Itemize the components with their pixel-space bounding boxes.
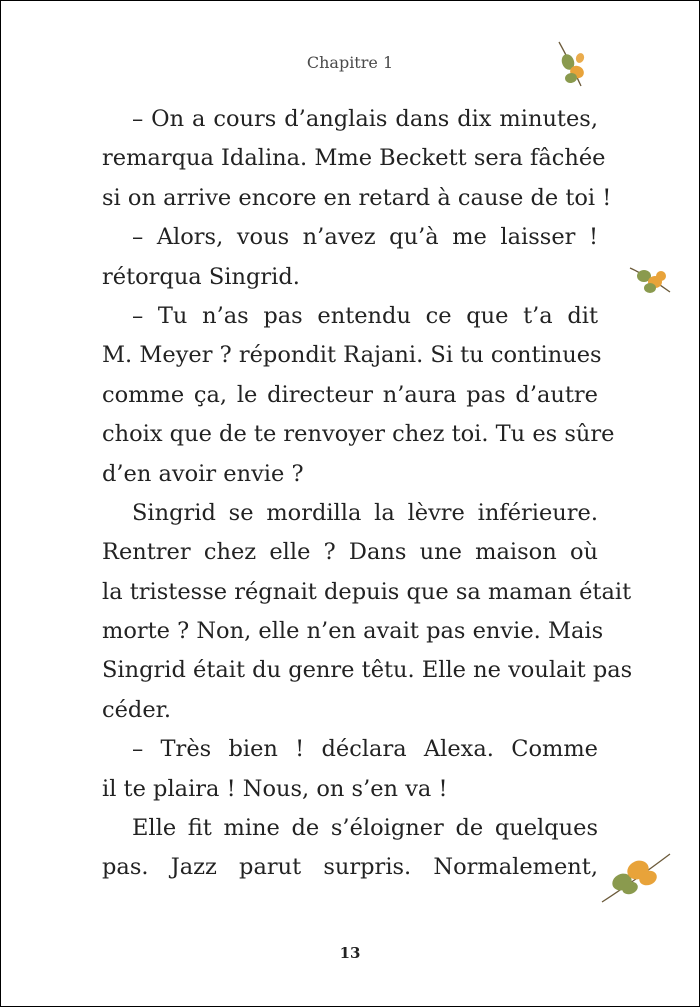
text-line: Singrid se mordilla la lèvre inférieure. [132,499,598,526]
text-line: – Très bien ! déclara Alexa. Comme [132,736,598,763]
leaf-margin-right-icon [628,262,674,298]
text-line: remarqua Idalina. Mme Beckett sera fâchée [102,145,606,172]
text-line: pas. Jazz parut surpris. Normalement, [102,854,598,881]
text-line: Singrid était du genre têtu. Elle ne voulait pas [102,657,633,684]
leaf-top-right-icon [555,40,589,90]
text-line: M. Meyer ? répondit Rajani. Si tu continues [102,342,602,369]
text-line: Rentrer chez elle ? Dans une maison où [102,539,598,566]
text-line: la tristesse régnait depuis que sa maman était [102,578,632,605]
text-line: – On a cours d’anglais dans dix minutes, [132,106,598,132]
text-line: d’en avoir envie ? [102,460,304,487]
text-line: comme ça, le directeur n’aura pas d’autre [102,381,598,408]
body-text [102,100,633,888]
page-number: 13 [339,944,361,962]
chapter-header: Chapitre 1 [306,53,394,72]
text-line: céder. [102,696,172,723]
text-line: morte ? Non, elle n’en avait pas envie. Mais [102,618,604,645]
text-line: Elle fit mine de s’éloigner de quelques [132,815,598,842]
text-line: il te plaira ! Nous, on s’en va ! [102,775,448,802]
text-line: rétorqua Singrid. [102,263,300,290]
text-line: choix que de te renvoyer chez toi. Tu es sûre [102,421,615,448]
leaf-bottom-right-icon [600,848,672,906]
text-line: – Alors, vous n’avez qu’à me laisser ! [132,224,598,251]
text-line: – Tu n’as pas entendu ce que t’a dit [132,302,598,329]
text-line: si on arrive encore en retard à cause de toi ! [102,184,612,211]
